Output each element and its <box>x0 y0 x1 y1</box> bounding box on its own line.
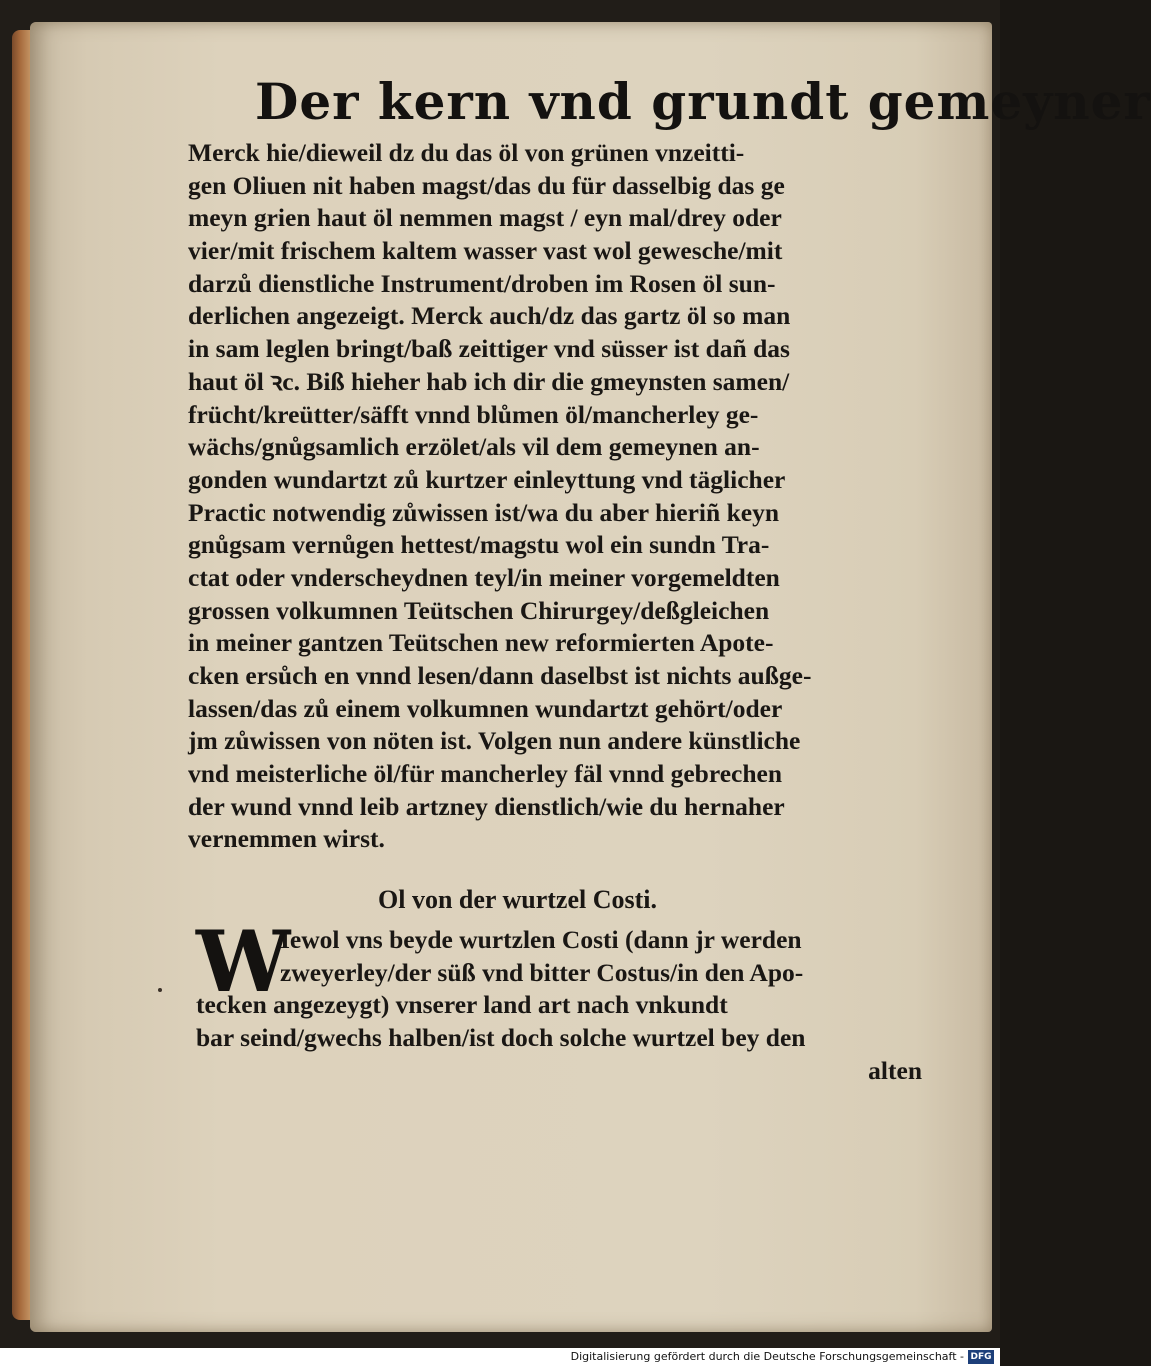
drop-cap: W <box>196 912 291 1011</box>
footer-bar <box>0 1348 1000 1366</box>
text-line: haut öl ꝛc. Biß hieher hab ich dir die gmeynsten samen/ <box>188 366 790 396</box>
text-line: wächs/gnůgsamlich erzölet/als vil dem gemeynen an- <box>188 432 760 462</box>
section-heading: Ol von der wurtzel Costi. <box>378 885 657 914</box>
text-line: gen Oliuen nit haben magst/das du für dasselbig das ge <box>188 170 785 200</box>
text-line: tecken angezeygt) vnserer land art nach vnkundt <box>196 990 728 1020</box>
text-line: Iewol vns beyde wurtzlen Costi (dann jr werden <box>280 925 802 954</box>
text-line: lassen/das zů einem volkumnen wundartzt gehört/oder <box>188 693 783 723</box>
text-line: ctat oder vnderscheydnen teyl/in meiner vorgemeldten <box>188 562 780 592</box>
text-line: bar seind/gwechs halben/ist doch solche wurtzel bey den <box>196 1023 806 1053</box>
text-line: frücht/kreütter/säfft vnnd blůmen öl/mancherley ge- <box>188 399 759 429</box>
margin-mark <box>158 988 162 992</box>
text-line: in meiner gantzen Teütschen new reformierten Apote- <box>188 628 774 658</box>
text-line: cken ersůch en vnnd lesen/dann daselbst ist nichts außge- <box>188 661 812 690</box>
text-line: grossen volkumnen Teütschen Chirurgey/deßgleichen <box>188 595 770 625</box>
funding-notice: Digitalisierung gefördert durch die Deutsche Forschungsgemeinschaft - <box>570 1350 964 1363</box>
text-line: jm zůwissen von nöten ist. Volgen nun andere künstliche <box>188 726 801 756</box>
text-line: zweyerley/der süß vnd bitter Costus/in den Apo- <box>280 957 804 987</box>
text-line: in sam leglen bringt/baß zeittiger vnd süsser ist dañ das <box>188 334 790 364</box>
text-line: gnůgsam vernůgen hettest/magstu wol ein sundn Tra- <box>188 530 770 560</box>
book-gutter <box>12 30 32 1320</box>
text-line: darzů dienstliche Instrument/droben im Rosen öl sun- <box>188 268 776 298</box>
text-line: gonden wundartzt zů kurtzer einleyttung vnd täglicher <box>188 464 786 494</box>
dfg-logo: DFG <box>968 1350 994 1364</box>
text-line: vnd meisterliche öl/für mancherley fäl vnnd gebrechen <box>188 759 783 789</box>
paragraph-1 <box>188 137 918 856</box>
text-line: meyn grien haut öl nemmen magst / eyn mal/drey oder <box>188 203 782 233</box>
running-header: Der kern vnd grundt gemeyner <box>255 72 1151 131</box>
text-line: der wund vnnd leib artzney dienstlich/wie du hernaher <box>188 791 785 821</box>
text-line: vier/mit frischem kaltem wasser vast wol gewesche/mit <box>188 236 783 266</box>
paragraph-2 <box>196 912 926 1087</box>
catchword: alten <box>868 1055 922 1085</box>
text-line: vernemmen wirst. <box>188 824 385 854</box>
text-line: derlichen angezeigt. Merck auch/dz das gartz öl so man <box>188 301 791 331</box>
text-line: Practic notwendig zůwissen ist/wa du aber hieriñ keyn <box>188 497 780 527</box>
text-line: Merck hie/dieweil dz du das öl von grünen vnzeitti- <box>188 138 745 167</box>
